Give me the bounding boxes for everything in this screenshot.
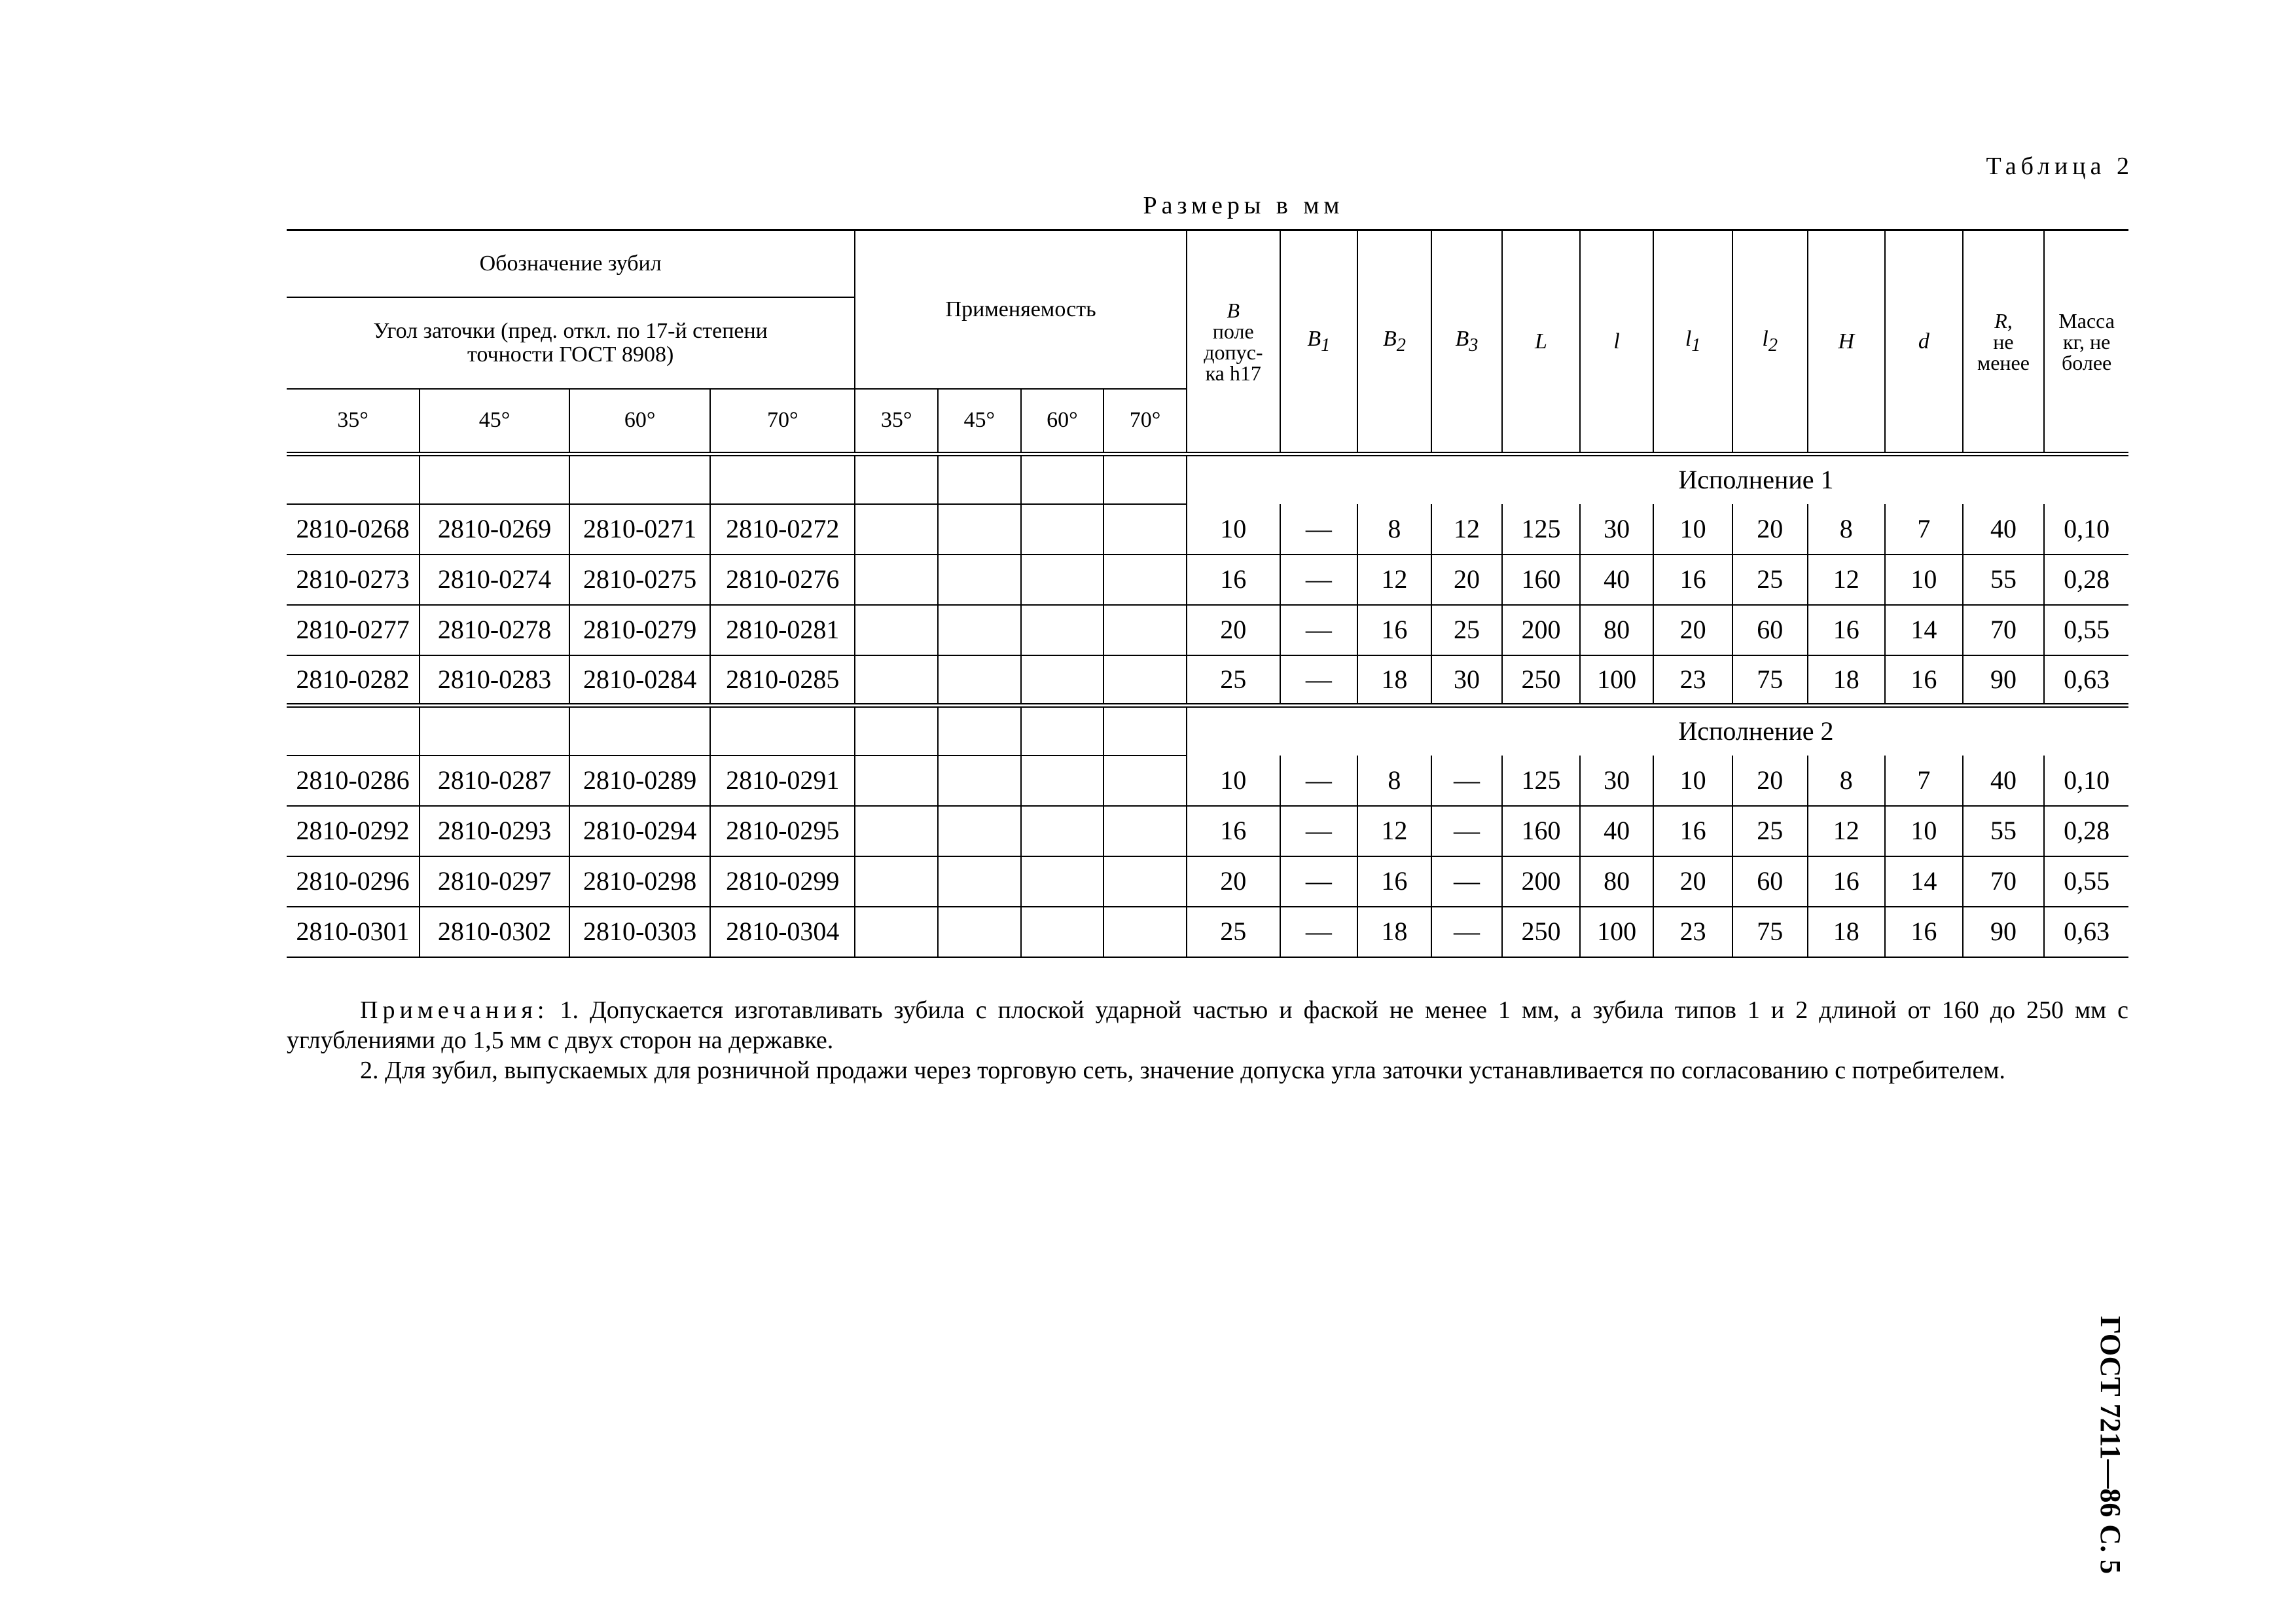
table-row — [287, 605, 2128, 655]
designation-code: 2810-0304 — [710, 907, 855, 957]
value-l: 40 — [1580, 555, 1654, 605]
table-label: Таблица 2 — [1986, 153, 2134, 180]
applicability-cell — [855, 856, 938, 907]
app-angle-60: 60° — [1021, 389, 1104, 454]
value-l1: 20 — [1653, 605, 1732, 655]
value-b3: 20 — [1431, 555, 1503, 605]
applicability-cell — [1103, 856, 1187, 907]
applicability-cell — [1021, 504, 1104, 555]
value-r: 55 — [1963, 806, 2045, 856]
value-b3: 25 — [1431, 605, 1503, 655]
value-mass: 0,10 — [2044, 504, 2128, 555]
value-b2: 18 — [1357, 907, 1431, 957]
designation-code: 2810-0292 — [287, 806, 420, 856]
applicability-cell — [1103, 907, 1187, 957]
designation-code: 2810-0296 — [287, 856, 420, 907]
applicability-cell — [1103, 605, 1187, 655]
section-blank-cell — [569, 706, 710, 756]
value-l1: 16 — [1653, 555, 1732, 605]
l2-header: $l_2$ — [1732, 230, 1808, 454]
value-b: 10 — [1187, 504, 1280, 555]
value-b1: — — [1280, 555, 1358, 605]
value-b3: 30 — [1431, 655, 1503, 706]
applicability-cell — [1103, 756, 1187, 806]
value-b: 16 — [1187, 555, 1280, 605]
dimensions-table — [287, 229, 2128, 958]
value-l2: 75 — [1732, 655, 1808, 706]
applicability-cell — [938, 605, 1021, 655]
designation-code: 2810-0287 — [420, 756, 569, 806]
value-b3: 12 — [1431, 504, 1503, 555]
app-angle-70: 70° — [1103, 389, 1187, 454]
section-title: Исполнение 2 — [1187, 706, 2128, 756]
section-blank-cell — [287, 706, 420, 756]
section-blank-cell — [710, 454, 855, 504]
applicability-cell — [1103, 655, 1187, 706]
applicability-cell — [855, 555, 938, 605]
designation-code: 2810-0272 — [710, 504, 855, 555]
value-h: 8 — [1808, 756, 1886, 806]
value-r: 40 — [1963, 756, 2045, 806]
value-r: 90 — [1963, 907, 2045, 957]
value-mass: 0,55 — [2044, 605, 2128, 655]
units-label: Размеры в мм — [1143, 192, 1344, 219]
section-blank-cell — [938, 706, 1021, 756]
value-b1: — — [1280, 907, 1358, 957]
value-b1: — — [1280, 756, 1358, 806]
mass-header: Масса кг, не более — [2044, 230, 2128, 454]
value-l1: 23 — [1653, 907, 1732, 957]
b1-header: $B_1$ — [1280, 230, 1358, 454]
value-b3: — — [1431, 806, 1503, 856]
designation-code: 2810-0301 — [287, 907, 420, 957]
value-l2: 60 — [1732, 856, 1808, 907]
b-header — [1187, 230, 1280, 454]
designation-code: 2810-0282 — [287, 655, 420, 706]
value-b: 10 — [1187, 756, 1280, 806]
value-l: 160 — [1502, 555, 1580, 605]
applicability-cell — [938, 655, 1021, 706]
note-1-text: 1. Допускается изготавливать зубила с плоской ударной частью и фаской не менее 1 мм, а зубила типов 1 и 2 длиной от 160 до 250 мм с углублениями до 1,5 мм с двух сторон на державке. — [287, 996, 2129, 1054]
value-l: 250 — [1502, 655, 1580, 706]
value-l1: 10 — [1653, 756, 1732, 806]
value-b2: 16 — [1357, 856, 1431, 907]
applicability-cell — [938, 504, 1021, 555]
designation-code: 2810-0293 — [420, 806, 569, 856]
designation-code: 2810-0298 — [569, 856, 710, 907]
table-row — [287, 856, 2128, 907]
section-blank-cell — [855, 706, 938, 756]
value-r: 55 — [1963, 555, 2045, 605]
value-b2: 8 — [1357, 756, 1431, 806]
b-symbol: B — [1227, 298, 1240, 322]
value-mass: 0,10 — [2044, 756, 2128, 806]
value-l2: 20 — [1732, 504, 1808, 555]
designation-code: 2810-0279 — [569, 605, 710, 655]
value-l2: 25 — [1732, 806, 1808, 856]
value-l1: 16 — [1653, 806, 1732, 856]
applicability-cell — [1021, 605, 1104, 655]
value-l: 200 — [1502, 605, 1580, 655]
designation-code: 2810-0294 — [569, 806, 710, 856]
designation-code: 2810-0276 — [710, 555, 855, 605]
designation-code: 2810-0295 — [710, 806, 855, 856]
applicability-cell — [1021, 806, 1104, 856]
section-title: Исполнение 1 — [1187, 454, 2128, 504]
value-b1: — — [1280, 856, 1358, 907]
value-d: 14 — [1885, 605, 1963, 655]
value-l1: 23 — [1653, 655, 1732, 706]
designation-code: 2810-0268 — [287, 504, 420, 555]
value-d: 16 — [1885, 907, 1963, 957]
applicability-cell — [1021, 756, 1104, 806]
section-blank-cell — [287, 454, 420, 504]
angle-60: 60° — [569, 389, 710, 454]
value-d: 7 — [1885, 756, 1963, 806]
value-b: 20 — [1187, 605, 1280, 655]
notes-lead: Примечания: — [360, 996, 549, 1024]
table-row — [287, 907, 2128, 957]
value-mass: 0,28 — [2044, 555, 2128, 605]
value-b3: — — [1431, 907, 1503, 957]
value-b: 16 — [1187, 806, 1280, 856]
r-text: не менее — [1977, 329, 2030, 374]
applicability-cell — [1103, 806, 1187, 856]
r-header — [1963, 230, 2045, 454]
value-b2: 8 — [1357, 504, 1431, 555]
angle-35: 35° — [287, 389, 420, 454]
value-b: 20 — [1187, 856, 1280, 907]
value-l: 125 — [1502, 504, 1580, 555]
designation-code: 2810-0286 — [287, 756, 420, 806]
value-r: 40 — [1963, 504, 2045, 555]
section-blank-cell — [938, 454, 1021, 504]
value-l2: 25 — [1732, 555, 1808, 605]
designation-code: 2810-0285 — [710, 655, 855, 706]
applicability-cell — [1103, 555, 1187, 605]
applicability-cell — [1021, 907, 1104, 957]
page-id: ГОСТ 7211—86 С. 5 — [2094, 1316, 2126, 1575]
l-header: l — [1580, 230, 1654, 454]
r-symbol: R, — [1994, 308, 2013, 333]
section-blank-cell — [420, 706, 569, 756]
value-b2: 18 — [1357, 655, 1431, 706]
designation-code: 2810-0297 — [420, 856, 569, 907]
table-row — [287, 655, 2128, 706]
value-mass: 0,28 — [2044, 806, 2128, 856]
value-b2: 12 — [1357, 806, 1431, 856]
value-d: 16 — [1885, 655, 1963, 706]
value-r: 70 — [1963, 605, 2045, 655]
value-l1: 20 — [1653, 856, 1732, 907]
value-l1: 10 — [1653, 504, 1732, 555]
designation-code: 2810-0269 — [420, 504, 569, 555]
applicability-cell — [855, 655, 938, 706]
section-blank-cell — [1021, 706, 1104, 756]
designation-header: Обозначение зубил — [287, 230, 855, 297]
applicability-header: Применяемость — [855, 230, 1187, 389]
notes — [287, 995, 2128, 1085]
value-b1: — — [1280, 655, 1358, 706]
b3-header: $B_3$ — [1431, 230, 1503, 454]
app-angle-45: 45° — [938, 389, 1021, 454]
table-row — [287, 756, 2128, 806]
applicability-cell — [938, 806, 1021, 856]
value-d: 10 — [1885, 555, 1963, 605]
b2-header: $B_2$ — [1357, 230, 1431, 454]
value-l: 30 — [1580, 504, 1654, 555]
note-2: 2. Для зубил, выпускаемых для розничной продажи через торговую сеть, значение допуска угла заточки устанавливается по согласованию с потребителем. — [360, 1057, 2005, 1084]
table-row — [287, 555, 2128, 605]
applicability-cell — [855, 806, 938, 856]
applicability-cell — [938, 907, 1021, 957]
H-header: H — [1808, 230, 1886, 454]
value-mass: 0,63 — [2044, 907, 2128, 957]
designation-code: 2810-0275 — [569, 555, 710, 605]
angle-header: Угол заточки (пред. откл. по 17-й степени точности ГОСТ 8908) — [287, 297, 855, 389]
angle-70: 70° — [710, 389, 855, 454]
applicability-cell — [1103, 504, 1187, 555]
applicability-cell — [938, 856, 1021, 907]
value-b1: — — [1280, 504, 1358, 555]
value-l: 200 — [1502, 856, 1580, 907]
designation-code: 2810-0278 — [420, 605, 569, 655]
designation-code: 2810-0274 — [420, 555, 569, 605]
value-b1: — — [1280, 605, 1358, 655]
section-blank-cell — [710, 706, 855, 756]
value-b3: — — [1431, 756, 1503, 806]
value-b1: — — [1280, 806, 1358, 856]
applicability-cell — [855, 504, 938, 555]
section-blank-cell — [420, 454, 569, 504]
L-header: L — [1502, 230, 1580, 454]
l1-header: $l_1$ — [1653, 230, 1732, 454]
designation-code: 2810-0303 — [569, 907, 710, 957]
table-body — [287, 454, 2128, 957]
applicability-cell — [855, 605, 938, 655]
applicability-cell — [938, 555, 1021, 605]
value-h: 12 — [1808, 806, 1886, 856]
value-d: 14 — [1885, 856, 1963, 907]
value-l: 30 — [1580, 756, 1654, 806]
value-r: 70 — [1963, 856, 2045, 907]
section-blank-cell — [1103, 706, 1187, 756]
value-l: 100 — [1580, 907, 1654, 957]
value-l2: 20 — [1732, 756, 1808, 806]
value-d: 10 — [1885, 806, 1963, 856]
table-row — [287, 806, 2128, 856]
value-l: 80 — [1580, 856, 1654, 907]
value-mass: 0,55 — [2044, 856, 2128, 907]
value-h: 16 — [1808, 605, 1886, 655]
value-mass: 0,63 — [2044, 655, 2128, 706]
applicability-cell — [855, 756, 938, 806]
designation-code: 2810-0284 — [569, 655, 710, 706]
value-b2: 16 — [1357, 605, 1431, 655]
section-blank-cell — [1021, 454, 1104, 504]
d-header: d — [1885, 230, 1963, 454]
value-l: 160 — [1502, 806, 1580, 856]
designation-code: 2810-0281 — [710, 605, 855, 655]
value-l2: 75 — [1732, 907, 1808, 957]
value-b: 25 — [1187, 907, 1280, 957]
designation-code: 2810-0273 — [287, 555, 420, 605]
value-l: 80 — [1580, 605, 1654, 655]
designation-code: 2810-0271 — [569, 504, 710, 555]
value-l2: 60 — [1732, 605, 1808, 655]
section-header-row — [287, 706, 2128, 756]
value-h: 12 — [1808, 555, 1886, 605]
applicability-cell — [938, 756, 1021, 806]
value-h: 18 — [1808, 907, 1886, 957]
designation-code: 2810-0289 — [569, 756, 710, 806]
note-1 — [287, 995, 2128, 1055]
value-h: 18 — [1808, 655, 1886, 706]
angle-45: 45° — [420, 389, 569, 454]
value-l: 100 — [1580, 655, 1654, 706]
value-b2: 12 — [1357, 555, 1431, 605]
value-b3: — — [1431, 856, 1503, 907]
applicability-cell — [855, 907, 938, 957]
value-l: 250 — [1502, 907, 1580, 957]
app-angle-35: 35° — [855, 389, 938, 454]
value-d: 7 — [1885, 504, 1963, 555]
value-h: 8 — [1808, 504, 1886, 555]
designation-code: 2810-0302 — [420, 907, 569, 957]
value-l: 40 — [1580, 806, 1654, 856]
value-h: 16 — [1808, 856, 1886, 907]
designation-code: 2810-0277 — [287, 605, 420, 655]
applicability-cell — [1021, 555, 1104, 605]
designation-code: 2810-0283 — [420, 655, 569, 706]
section-header-row — [287, 454, 2128, 504]
value-b: 25 — [1187, 655, 1280, 706]
section-blank-cell — [855, 454, 938, 504]
section-blank-cell — [569, 454, 710, 504]
section-blank-cell — [1103, 454, 1187, 504]
designation-code: 2810-0291 — [710, 756, 855, 806]
b-tolerance-text: поле допус-ка h17 — [1204, 319, 1263, 385]
table-row — [287, 504, 2128, 555]
applicability-cell — [1021, 856, 1104, 907]
applicability-cell — [1021, 655, 1104, 706]
value-r: 90 — [1963, 655, 2045, 706]
designation-code: 2810-0299 — [710, 856, 855, 907]
value-l: 125 — [1502, 756, 1580, 806]
